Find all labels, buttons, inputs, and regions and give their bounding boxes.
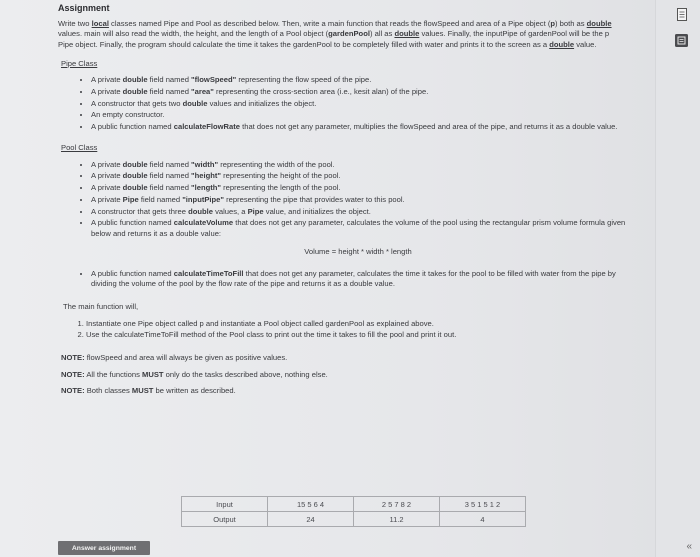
input-label: Input [182, 497, 268, 512]
list-item: • A private double field named "width" representing the width of the pool. [91, 160, 628, 170]
table-row [182, 512, 526, 527]
list-item: • A public function named calculateVolume that does not get any parameter, calculates the volume of the pool using the rectangular prism volume formula given below and returns it as a double value: [91, 218, 628, 239]
list-item: • A public function named calculateFlowRate that does not get any parameter, multiplies the flowSpeed and area of the pipe, and returns it as a double value. [91, 122, 628, 132]
volume-formula: Volume = height * width * length [304, 246, 412, 256]
pipe-class-heading: Pipe Class [61, 58, 98, 68]
main-function-label: The main function will, [63, 301, 139, 311]
table-cell: 4 [440, 512, 526, 527]
list-item: 2. Use the calculateTimeToFill method of the Pool class to print out the time it takes to fill the pool and print it out. [86, 330, 628, 340]
table-cell: 24 [268, 512, 354, 527]
note-item: NOTE: flowSpeed and area will always be given as positive values. [61, 353, 288, 363]
answer-assignment-button[interactable]: Answer assignment [58, 541, 150, 555]
list-item: • A private double field named "area" representing the cross-section area (i.e., kesit alan) of the pipe. [91, 87, 628, 97]
list-item: • A private double field named "height" representing the height of the pool. [91, 171, 628, 181]
table-row [182, 497, 526, 512]
pipe-class-list [58, 75, 628, 132]
table-cell: 2 5 7 8 2 [354, 497, 440, 512]
note-item: NOTE: Both classes MUST be written as described. [61, 385, 236, 395]
list-item: • A private double field named "flowSpeed" representing the flow speed of the pipe. [91, 75, 628, 85]
main-function-steps [58, 319, 628, 341]
assignment-content [58, 0, 628, 402]
list-item: • An empty constructor. [91, 110, 628, 120]
list-item: • A constructor that gets three double values, a Pipe value, and initializes the object. [91, 207, 628, 217]
list-item: • A private Pipe field named "inputPipe" representing the pipe that provides water to this pool. [91, 195, 628, 205]
pool-class-heading: Pool Class [61, 143, 98, 153]
document-icon[interactable] [677, 8, 687, 21]
list-item: • A private double field named "length" representing the length of the pool. [91, 183, 628, 193]
assignment-intro: Write two local classes named Pipe and Pool as described below. Then, write a main function that reads the flowSpeed and area of a Pipe object (p) both as double values. main will also read the width, the height, and the length of a Pool object (gardenPool) all as double values. Finally, the inputPipe of gardenPool will be the p Pipe object. Finally, the program should calculate the time it takes the gardenPool to be completely filled with water and prints it to the screen as a double value. [58, 19, 612, 49]
output-label: Output [182, 512, 268, 527]
collapse-icon[interactable]: « [686, 541, 692, 552]
list-item: • A public function named calculateTimeToFill that does not get any parameter, calculates the time it takes for the pool to be filled with water from the pipe by dividing the volume of the pool by the flow rate of the pipe and returns it as a double value. [91, 269, 628, 290]
table-cell: 15 5 6 4 [268, 497, 354, 512]
notes-section [61, 353, 628, 396]
pool-class-extra-list [58, 269, 628, 290]
pool-class-list [58, 160, 628, 239]
note-item: NOTE: All the functions MUST only do the tasks described above, nothing else. [61, 369, 328, 379]
note-icon[interactable] [675, 34, 688, 47]
table-cell: 3 5 1 5 1 2 [440, 497, 526, 512]
io-example-table [181, 496, 526, 527]
table-cell: 11.2 [354, 512, 440, 527]
side-panel [655, 0, 700, 557]
list-item: 1. Instantiate one Pipe object called p and instantiate a Pool object called gardenPool as explained above. [86, 319, 628, 329]
assignment-title: Assignment [58, 3, 110, 13]
list-item: • A constructor that gets two double values and initializes the object. [91, 99, 628, 109]
